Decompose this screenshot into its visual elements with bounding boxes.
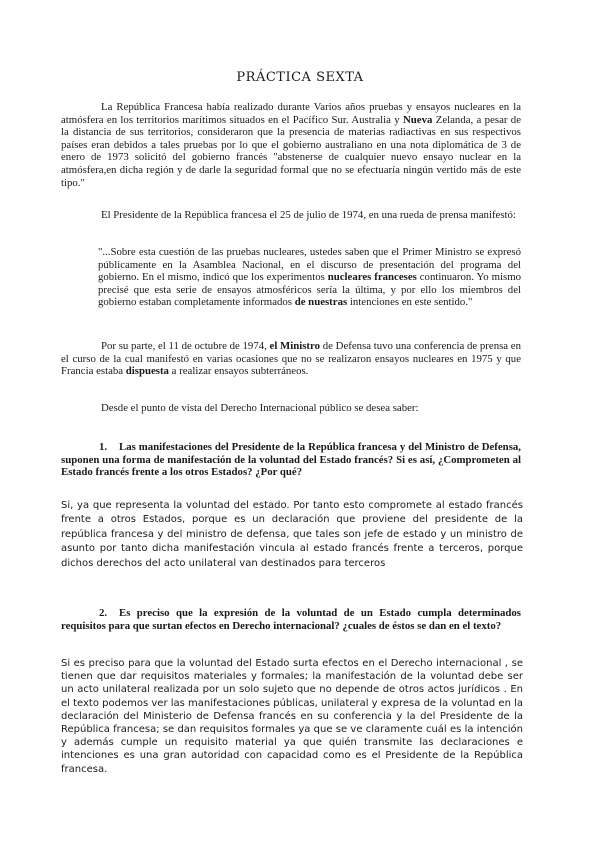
question-2-number: 2. [99,607,108,619]
president-quote [98,246,521,309]
question-2 [61,607,521,632]
minister-text-e: a realizar ensayos subterráneos. [168,365,309,378]
quote-text-a: "...Sobre esta cuestión de las pruebas nucleares, ustedes saben que el Primer Ministro se expresó públicamente en la Asamblea Nacional, en el discurso de presentación del programa del gobierno. En el mismo, indicó que los experimentos [98,246,521,284]
intro-text-c: Zelanda, a pesar de la distancia de sus territorios, consideraron que la presencia de materias radiactivas en sus respectivos países eran debidos a tales pruebas por lo que el gobierno australiano en una nota diplomática de 3 de enero de 1973 solicitó del gobierno francés "abstenerse de cualquier nuevo ensayo nuclear en la atmósfera,en dicha región y de darle la seguridad formal que no se efectuaría ningún vertido más de este tipo." [61,113,521,189]
minister-paragraph [61,340,521,378]
intro-text-bold: Nueva [403,113,433,126]
quote-text-bold-2: de nuestras [294,296,348,309]
minister-text-c: de Defensa tuvo una conferencia de prensa en el curso de la cual manifestó en varias ocasiones que no se realizaron ensayos nucleares en 1975 y que Francia estaba [61,340,521,378]
minister-text-a: Por su parte, el 11 de octubre de 1974, [101,340,270,352]
page-title: PRÁCTICA SEXTA [236,70,364,85]
question-1 [61,441,521,479]
answer-2: Si es preciso para que la voluntad del Estado surta efectos en el Derecho internacional , se tienen que dar requisitos materiales y formales; la manifestación de la voluntad debe ser un acto unilateral realizada por un solo sujeto que no depende de otros actos jurídicos . En el texto podemos ver las manifestaciones públicas, unilateral y expresa de la voluntad en la declaración del Ministerio de Defensa francés en su conferencia y la del Presidente de la República francesa; se dan requisitos formales ya que se ve claramente cuál es la intención y además cumple un requisito material ya que quién transmite las declaraciones e intenciones es una gran autoridad con capacidad como es el Presidente de la República francesa. [61,658,523,775]
answer-1: Si, ya que representa la voluntad del estado. Por tanto esto compromete al estado francés frente a otros Estados, porque es un declaración que proviene del presidente de la república francesa y del ministro de defensa, que tales son jefe de estado y un ministro de asunto por tanto dicha manifestación vincula al estado francés frente a terceros, porque dichos derechos del acto unilateral van destinados para terceros [61,500,523,569]
minister-text-bold-1: el Ministro [269,340,321,352]
intro-text-a: La República Francesa había realizado durante Varios años pruebas y ensayos nucleares en la atmósfera en los territorios marítimos situados en el Pacífico Sur. Australia y [61,101,521,126]
intro-paragraph [61,101,521,189]
question-1-text: Las manifestaciones del Presidente de la República francesa y del Ministro de Defensa, suponen una forma de manifestación de la voluntad del Estado francés? Si es así, ¿Comprometen al Estado francés frente a los otros Estados? ¿Por qué? [61,441,521,479]
quote-text-e: intenciones en este sentido." [347,296,473,309]
quote-text-c: continuaron. Yo mismo precisé que esta serie de ensayos atmosféricos sería la última, y por ello los miembros del gobierno estaban completamente informados [98,271,521,309]
president-paragraph: El Presidente de la República francesa el 25 de julio de 1974, en una rueda de prensa manifestó: [101,209,516,221]
quote-text-bold-1: nucleares franceses [327,271,417,284]
minister-text-bold-2: dispuesta [125,365,169,378]
question-1-number: 1. [99,441,108,453]
question-intro: Desde el punto de vista del Derecho Internacional público se desea saber: [101,402,419,414]
question-2-text: Es preciso que la expresión de la voluntad de un Estado cumpla determinados requisitos para que surtan efectos en Derecho internacional? ¿cuales de éstos se dan en el texto? [61,607,521,632]
